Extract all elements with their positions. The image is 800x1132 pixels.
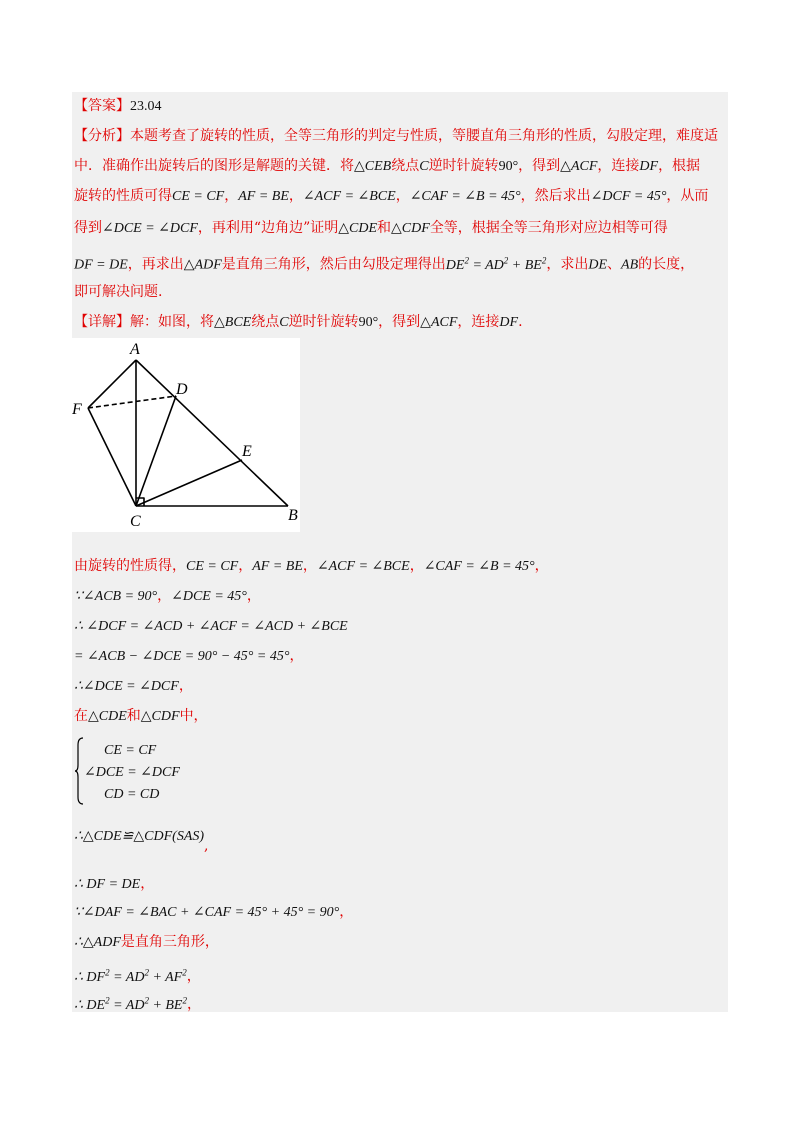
math-tri-ceb: △CEB: [354, 159, 392, 174]
math-ce-cf: CE = CF: [186, 559, 239, 574]
text-find: ，求出: [546, 256, 589, 273]
analysis-line-1: [74, 126, 718, 146]
text-in: 在: [74, 708, 88, 724]
math-acf-bce: ∠ACF = ∠BCE: [316, 559, 410, 574]
math-ab: AB: [621, 257, 639, 273]
step-1: [74, 556, 549, 577]
comma: ，: [246, 588, 261, 604]
text-and: 和: [377, 220, 392, 236]
math-ce-cf: CE = CF: [172, 189, 225, 204]
math-congruent-sas: ∴△CDE≌△CDF(SAS): [74, 829, 205, 844]
detail-tag: 【详解】: [74, 314, 130, 330]
math-tri-adf: ∴△ADF: [74, 935, 121, 950]
segment-df-dashed: [88, 396, 176, 408]
math-acb-90: ∵∠ACB = 90°: [74, 589, 158, 604]
math-de2-final: ∴ $DE^2 = AD^2 + BE^2$: [74, 995, 187, 1013]
step-7: [74, 826, 209, 854]
step-12: [74, 990, 201, 1016]
text-middle: 中，: [179, 708, 208, 724]
math-tri-cde: △CDE: [88, 709, 127, 724]
comma: ，: [289, 648, 304, 664]
math-af-be: AF = BE: [252, 559, 303, 574]
side-af: [88, 360, 136, 408]
side-ab: [136, 360, 288, 506]
label-f: F: [72, 401, 82, 418]
answer-tag: 【答案】: [74, 98, 130, 114]
step-3: [74, 616, 348, 637]
geometry-svg: [72, 338, 300, 532]
math-caf-b: ∠CAF = ∠B = 45°: [423, 559, 535, 574]
math-daf-90: ∵∠DAF = ∠BAC + ∠CAF = 45° + 45° = 90°: [74, 905, 340, 920]
analysis-line-4: [74, 218, 668, 239]
math-de: DE: [588, 257, 608, 273]
math-df-de: ∴ DF = DE: [74, 877, 141, 892]
comma: ，: [157, 588, 172, 604]
step-11: [74, 962, 201, 988]
analysis-text-1: 本题考查了旋转的性质，全等三角形的判定与性质，等腰直角三角形的性质，勾股定理，难度适: [130, 128, 718, 144]
step-6: [74, 706, 208, 727]
text-find: ，再求出: [127, 256, 184, 273]
math-dce-45: ∠DCE = 45°: [171, 589, 247, 604]
text-right-triangle: 是直角三角形，: [120, 934, 219, 950]
math-df: DF: [499, 315, 519, 330]
comma: ，: [178, 678, 193, 694]
text-rotate: 逆时针旋转: [288, 314, 359, 330]
comma: ，: [288, 188, 303, 204]
text-get: ，得到: [518, 158, 561, 174]
text-rao: 绕点: [251, 314, 280, 330]
text-congruent: 全等，根据全等三角形对应边相等可得: [429, 220, 668, 236]
math-af-be: AF = BE: [238, 189, 289, 204]
comma: ，: [339, 904, 354, 920]
label-e: E: [242, 443, 252, 460]
comma: ，: [187, 996, 201, 1013]
math-tri-acf: △ACF: [420, 315, 458, 330]
text-get: 得到: [74, 220, 102, 236]
math-tri-acf: △ACF: [560, 159, 598, 174]
analysis-line-3: [74, 186, 708, 207]
step-9: [74, 902, 353, 923]
math-tri-adf: △ADF: [183, 257, 222, 273]
math-df2: ∴ $DF^2 = AD^2 + AF^2$: [74, 967, 187, 985]
comma: ，: [224, 188, 239, 204]
label-a: A: [130, 341, 140, 358]
step-4: [74, 646, 303, 667]
math-dce-dcf: ∴∠DCE = ∠DCF: [74, 679, 179, 694]
text-rao: 绕点: [391, 158, 420, 174]
text-then: ，然后求出: [520, 188, 591, 204]
comma: ，: [302, 558, 317, 574]
analysis-line-5: [74, 250, 694, 276]
text-length: 的长度，: [638, 256, 695, 273]
detail-text-1: 解：如图，将: [130, 314, 214, 330]
text-thus: ，从而: [666, 188, 709, 204]
math-acf-bce: ∠ACF = ∠BCE: [302, 189, 396, 204]
comma: ,: [204, 838, 209, 854]
math-df: DF: [639, 159, 659, 174]
math-tri-cde: △CDE: [338, 221, 378, 236]
math-tri-bce: △BCE: [214, 315, 252, 330]
text-get: ，得到: [378, 314, 421, 330]
comma: ，: [186, 968, 201, 985]
comma: ，: [409, 558, 424, 574]
math-caf-b: ∠CAF = ∠B = 45°: [409, 189, 521, 204]
math-dcf-sum: ∴ ∠DCF = ∠ACD + ∠ACF = ∠ACD + ∠BCE: [74, 619, 348, 634]
text-rotate: 逆时针旋转: [428, 158, 499, 174]
answer-value: 23.04: [130, 99, 162, 114]
math-df-de: DF = DE: [74, 257, 128, 273]
label-d: D: [176, 381, 188, 398]
math-dcf-result: = ∠ACB − ∠DCE = 90° − 45° = 45°: [74, 649, 290, 664]
math-90: 90°: [358, 315, 379, 330]
text-period: .: [518, 314, 523, 330]
geometry-figure: [72, 338, 300, 532]
step-5: [74, 676, 193, 697]
segment-ce: [136, 460, 242, 506]
text-sep: 、: [607, 256, 622, 273]
comma: ，: [534, 558, 549, 574]
text-connect: ，连接: [457, 314, 500, 330]
math-90: 90°: [498, 159, 519, 174]
step-8: [74, 874, 154, 895]
comma: ，: [395, 188, 410, 204]
analysis-text-6: 即可解决问题.: [74, 284, 163, 300]
text-sas: ，再利用“边角边”证明: [197, 220, 339, 236]
math-tri-cdf: △CDF: [391, 221, 430, 236]
analysis-text-2: 中．准确作出旋转后的图形是解题的关键．将: [74, 158, 354, 174]
math-de2: $DE^2 = AD^2 + BE^2$: [445, 255, 547, 273]
text-according: ，根据: [658, 158, 701, 174]
math-c: C: [419, 159, 429, 174]
segment-cd: [136, 396, 176, 506]
math-c: C: [279, 315, 289, 330]
detail-line: [74, 312, 523, 333]
math-dcf-45: ∠DCF = 45°: [590, 189, 667, 204]
text-connect: ，连接: [597, 158, 640, 174]
analysis-tag: 【分析】: [74, 128, 130, 144]
comma: ，: [238, 558, 253, 574]
label-b: B: [288, 507, 298, 524]
text-and: 和: [126, 708, 141, 724]
analysis-line-2: [74, 156, 700, 177]
analysis-line-6: [74, 282, 162, 302]
step-1-text: 由旋转的性质得，: [74, 558, 186, 574]
system-eq-2: ∠DCE = ∠DCF: [84, 765, 180, 780]
step-2: [74, 586, 261, 607]
side-fc: [88, 408, 136, 506]
label-c: C: [130, 513, 141, 530]
comma: ，: [140, 876, 155, 892]
math-tri-cdf: △CDF: [140, 709, 180, 724]
system-eq-1: CE = CF: [104, 743, 157, 758]
brace-icon: [74, 737, 84, 805]
step-10: [74, 932, 219, 953]
answer-line: [74, 96, 162, 117]
analysis-text-3: 旋转的性质可得: [74, 188, 172, 204]
text-right-tri: 是直角三角形，然后由勾股定理得出: [221, 256, 446, 273]
system-eq-3: CD = CD: [104, 787, 160, 802]
math-dce-dcf: ∠DCE = ∠DCF: [102, 221, 198, 236]
